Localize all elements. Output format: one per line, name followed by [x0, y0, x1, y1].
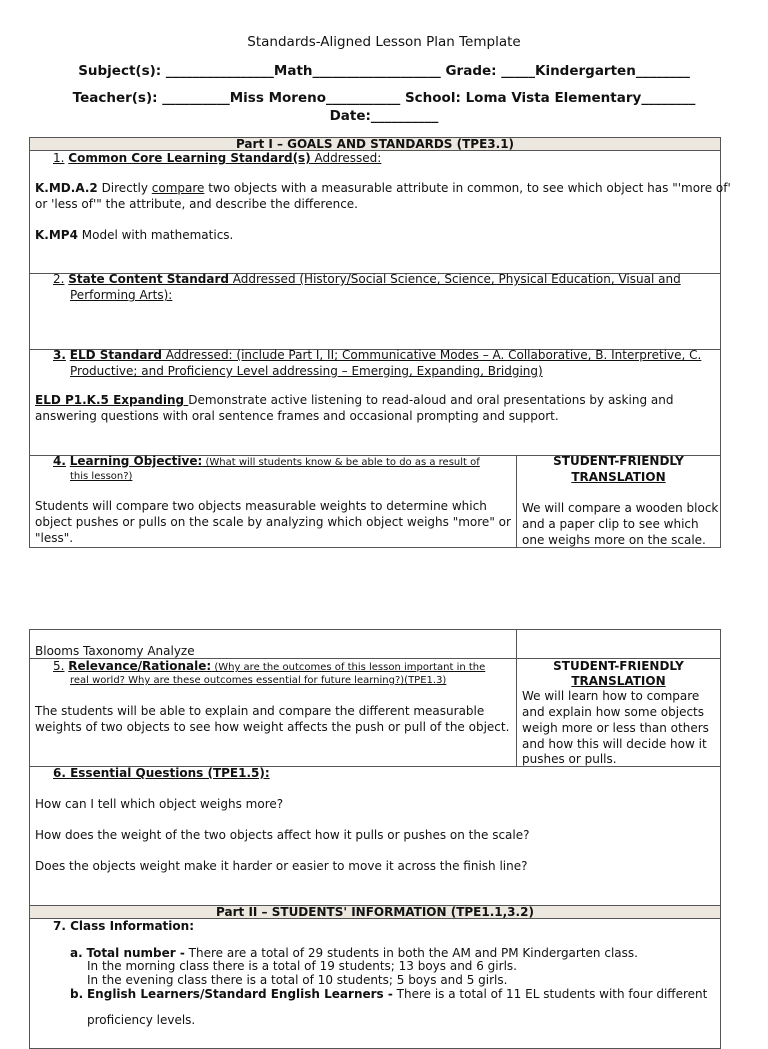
standard1-text: two objects with a measurable attribute in common, to see which object has "'more of': [204, 181, 731, 195]
standard2-code: K.MP4: [35, 228, 78, 242]
item-b-title: English Learners/Standard English Learners -: [86, 987, 393, 1001]
document-title: Standards-Aligned Lesson Plan Template: [247, 34, 521, 50]
section1-title: Common Core Learning Standard(s): [68, 151, 311, 165]
teacher-school-line: [0, 90, 768, 106]
sft-line1: We will compare a wooden block: [522, 501, 719, 515]
item-a-title: Total number -: [86, 946, 185, 960]
grade-trail: ________: [635, 63, 690, 79]
sft5-line5: pushes or pulls.: [522, 752, 617, 766]
sft5-line2: and explain how some objects: [522, 705, 705, 719]
section1-number: 1.: [53, 151, 65, 165]
part2-band: Part II – STUDENTS' INFORMATION (TPE1.1,3.2): [29, 905, 721, 919]
school-value: Loma Vista Elementary: [465, 90, 642, 106]
eld-line2: answering questions with oral sentence frames and occasional prompting and support.: [35, 409, 559, 423]
sft-heading2: TRANSLATION: [571, 470, 666, 484]
section3-title-rest: Addressed: (include Part I, II; Communicative Modes – A. Collaborative, B. Interpretive, C.: [161, 348, 702, 362]
item-b-label: b.: [70, 987, 84, 1001]
class-total-line3: In the evening class there is a total of 10 students; 5 boys and 5 girls.: [87, 973, 508, 987]
subject-label: Subject(s): ________________: [78, 63, 274, 79]
section1-title-rest: Addressed:: [310, 151, 382, 165]
section7-heading: 7. Class Information:: [53, 919, 194, 933]
divider: [516, 629, 517, 766]
item-b-text: There is a total of 11 EL students with four different: [392, 987, 708, 1001]
objective-line2: object pushes or pulls on the scale by analyzing which object weighs "more" or: [35, 515, 511, 529]
sft-line3: one weighs more on the scale.: [522, 533, 706, 547]
eld-line1: [35, 392, 673, 408]
school-label: School:: [400, 90, 466, 106]
sft5-heading2: TRANSLATION: [571, 674, 666, 688]
sft5-line3: weigh more or less than others: [522, 721, 709, 735]
sft5-heading: STUDENT-FRIENDLY: [553, 659, 684, 673]
standard2-text: Model with mathematics.: [77, 228, 234, 242]
section2-title-rest2: Performing Arts):: [70, 288, 173, 302]
objective-line1: Students will compare two objects measurable weights to determine which: [35, 499, 487, 513]
section5-title: Relevance/Rationale:: [68, 659, 212, 673]
objective-line3: "less".: [35, 531, 74, 545]
teacher-trail: ___________: [326, 90, 401, 106]
eld-code: ELD P1.K.5 Expanding: [35, 393, 189, 407]
blooms-taxonomy: Blooms Taxonomy Analyze: [35, 644, 195, 658]
section5-hint2: real world? Why are these outcomes essential for future learning?)(TPE1.3): [70, 675, 447, 686]
grade-label: Grade: _____: [440, 63, 535, 79]
section5-hint: (Why are the outcomes of this lesson important in the: [211, 662, 486, 673]
question-2: How does the weight of the two objects affect how it pulls or pushes on the scale?: [35, 828, 530, 842]
section3-title: ELD Standard: [69, 348, 162, 362]
english-learners-line1: [70, 986, 707, 1002]
section1-heading: [53, 150, 381, 166]
question-3: Does the objects weight make it harder or easier to move it across the finish line?: [35, 859, 528, 873]
section4-title: Learning Objective:: [69, 454, 203, 468]
rationale-line1: The students will be able to explain and compare the different measurable: [35, 704, 485, 718]
standard1-compare: compare: [151, 181, 205, 195]
question-1: How can I tell which object weighs more?: [35, 797, 284, 811]
grade-value: Kindergarten: [534, 63, 636, 79]
section4-number: 4.: [53, 454, 66, 468]
section3-title-rest2: Productive; and Proficiency Level addressing – Emerging, Expanding, Bridging): [70, 364, 543, 378]
eld-text: Demonstrate active listening to read-aloud and oral presentations by asking and: [188, 393, 674, 407]
part1-band: Part I – GOALS AND STANDARDS (TPE3.1): [29, 137, 721, 151]
standard2-line: [35, 227, 233, 243]
class-total-line2: In the morning class there is a total of 19 students; 13 boys and 6 girls.: [87, 959, 517, 973]
section3-heading: [53, 347, 701, 363]
section6-heading: 6. Essential Questions (TPE1.5):: [53, 766, 270, 780]
section2-heading: [53, 271, 681, 287]
section5-number: 5.: [53, 659, 65, 673]
sft-heading: STUDENT-FRIENDLY: [553, 454, 684, 468]
section2-title: State Content Standard: [68, 272, 229, 286]
date-line: Date:__________: [329, 108, 439, 124]
school-trail: ________: [641, 90, 696, 106]
subject-value: Math: [273, 63, 313, 79]
sft5-line4: and how this will decide how it: [522, 737, 707, 751]
section3-number: 3.: [53, 348, 66, 362]
subject-grade-line: [0, 63, 768, 79]
teacher-label: Teacher(s): __________: [72, 90, 230, 106]
item-a-text: There are a total of 29 students in both the AM and PM Kindergarten class.: [184, 946, 638, 960]
standard1-code: K.MD.A.2: [35, 181, 98, 195]
english-learners-line2: proficiency levels.: [87, 1013, 196, 1027]
standard1-text: Directly: [97, 181, 152, 195]
rationale-line2: weights of two objects to see how weight affects the push or pull of the object.: [35, 720, 510, 734]
item-a-label: a.: [70, 946, 83, 960]
teacher-value: Miss Moreno: [229, 90, 326, 106]
subject-trail: ___________________: [312, 63, 441, 79]
section2-title-rest: Addressed (History/Social Science, Science, Physical Education, Visual and: [228, 272, 681, 286]
sft-line2: and a paper clip to see which: [522, 517, 699, 531]
section4-hint: (What will students know & be able to do as a result of: [202, 457, 480, 468]
standard1-line1: [35, 180, 731, 196]
standard1-line2: or 'less of'" the attribute, and describe the difference.: [35, 197, 358, 211]
section4-hint2: this lesson?): [70, 471, 133, 482]
sft5-line1: We will learn how to compare: [522, 689, 700, 703]
section2-number: 2.: [53, 272, 65, 286]
